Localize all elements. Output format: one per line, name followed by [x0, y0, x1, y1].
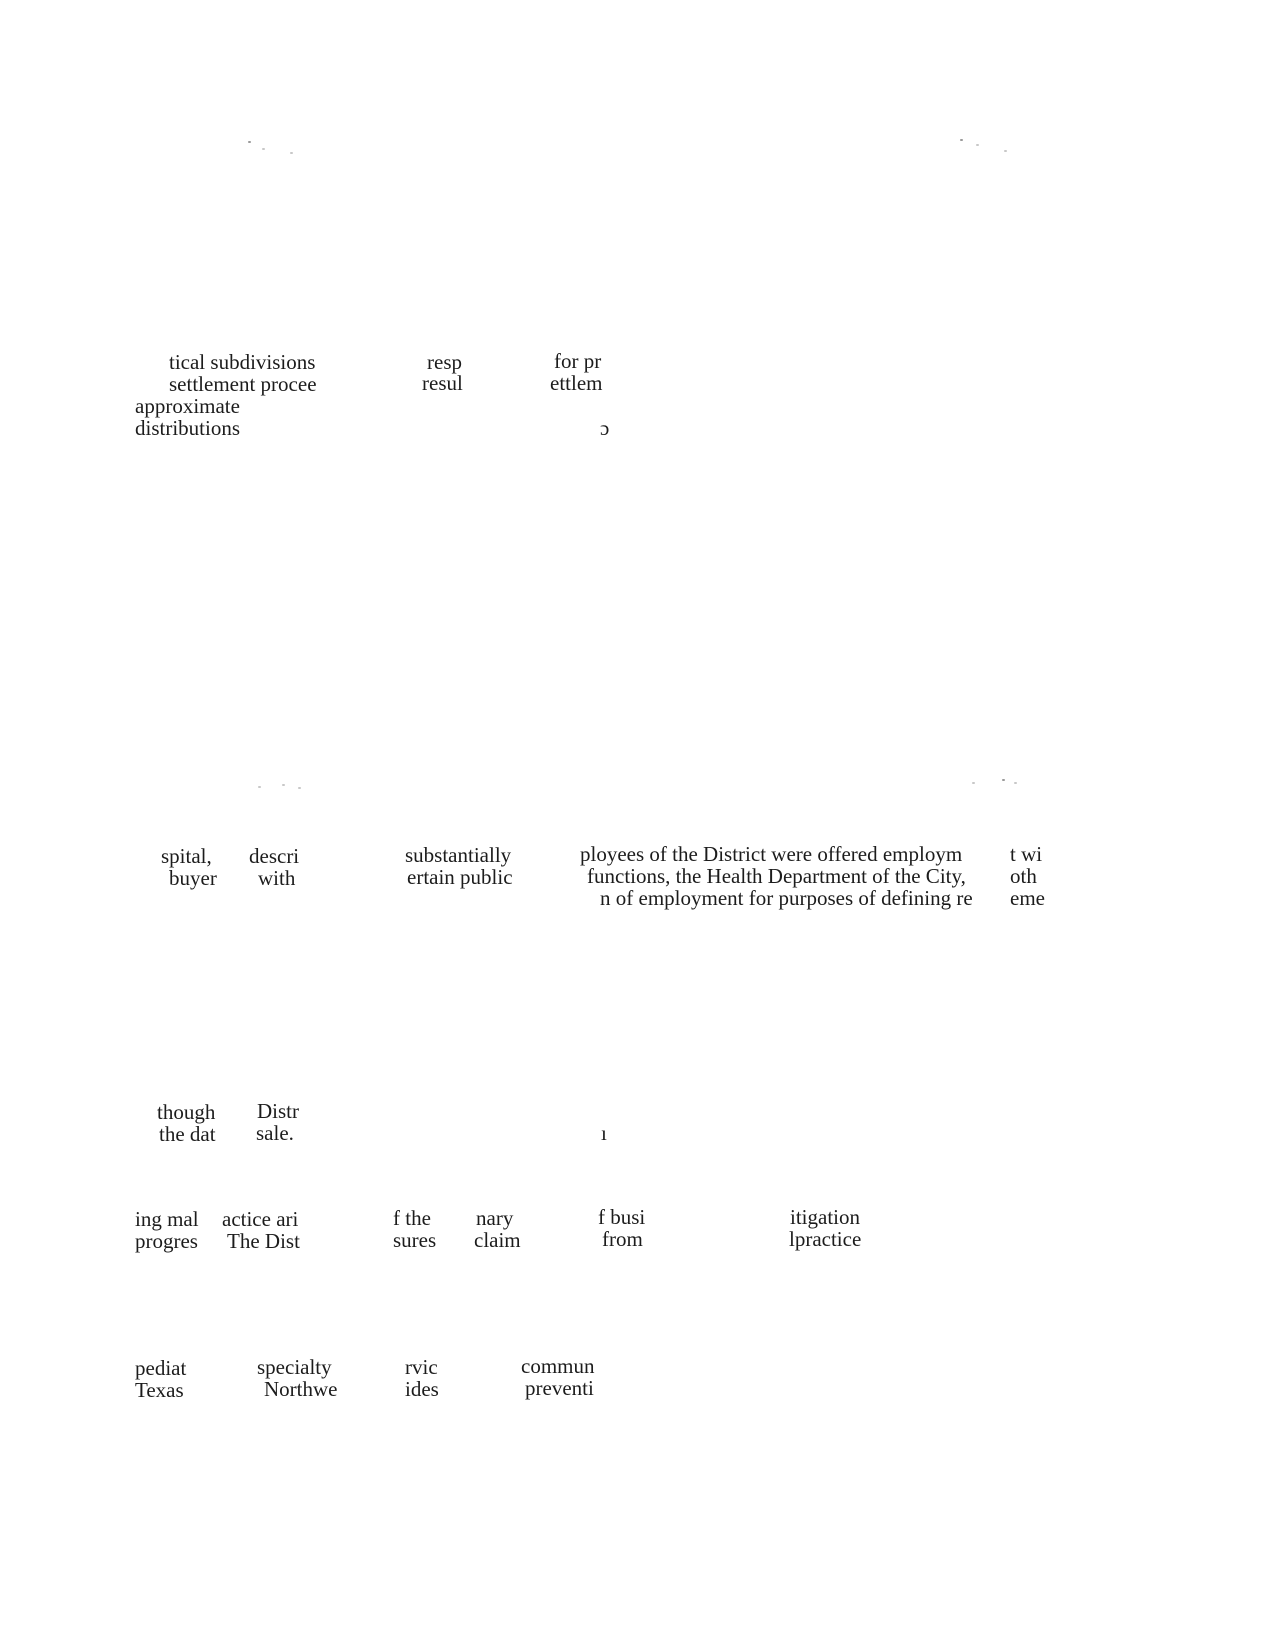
- text-fragment: actice ari: [222, 1207, 299, 1231]
- scan-speck: [1002, 779, 1005, 781]
- text-fragment: resp: [427, 350, 462, 374]
- text-fragment: resul: [422, 371, 463, 395]
- text-fragment: ing mal: [135, 1207, 199, 1231]
- text-fragment: claim: [474, 1228, 521, 1252]
- text-fragment: buyer: [169, 866, 217, 890]
- scan-speck: [976, 144, 979, 146]
- text-fragment: though: [157, 1100, 216, 1124]
- text-fragment: ı: [601, 1121, 607, 1145]
- text-fragment: approximate: [135, 394, 240, 418]
- text-fragment: f the: [393, 1206, 431, 1230]
- text-fragment: with: [258, 866, 296, 890]
- text-fragment: f busi: [598, 1205, 646, 1229]
- text-fragment: ertain public: [407, 865, 513, 889]
- text-fragment: substantially: [405, 843, 512, 867]
- scan-speck: [298, 787, 301, 789]
- text-fragment: lpractice: [789, 1227, 862, 1251]
- scan-speck: [290, 152, 293, 154]
- text-fragment: settlement procee: [169, 372, 317, 396]
- text-fragment: eme: [1010, 886, 1045, 910]
- text-fragment: for pr: [554, 349, 602, 373]
- text-fragment: progres: [135, 1229, 198, 1253]
- text-fragment: commun: [521, 1354, 595, 1378]
- text-fragment: itigation: [790, 1205, 860, 1229]
- scan-speck: [248, 141, 251, 143]
- text-fragment: The Dist: [227, 1229, 300, 1253]
- text-fragment: Northwe: [264, 1377, 338, 1401]
- text-fragment: sale.: [256, 1121, 294, 1145]
- text-fragment: ettlem: [550, 371, 603, 395]
- text-fragment: oth: [1010, 864, 1037, 888]
- scan-speck: [972, 782, 975, 784]
- text-fragment: Distr: [257, 1099, 299, 1123]
- scan-speck: [258, 786, 261, 788]
- text-fragment: spital,: [161, 844, 212, 868]
- scan-speck: [262, 148, 265, 150]
- scan-speck: [1014, 782, 1017, 784]
- text-fragment: rvic: [405, 1355, 438, 1379]
- scan-speck: [960, 139, 963, 141]
- text-fragment: preventi: [525, 1376, 594, 1400]
- text-fragment: from: [602, 1227, 643, 1251]
- text-fragment: the dat: [159, 1122, 216, 1146]
- text-fragment: n of employment for purposes of defining re: [600, 886, 973, 910]
- text-fragment: ides: [405, 1377, 439, 1401]
- text-fragment: t wi: [1010, 842, 1043, 866]
- text-fragment: pediat: [135, 1356, 187, 1380]
- text-fragment: distributions: [135, 416, 241, 440]
- text-fragment: descri: [249, 844, 300, 868]
- text-fragment: sures: [393, 1228, 437, 1252]
- text-fragment: ployees of the District were offered employm: [580, 842, 963, 866]
- text-fragment: specialty: [257, 1355, 332, 1379]
- text-fragment: tical subdivisions: [169, 350, 316, 374]
- text-fragment: Texas: [135, 1378, 184, 1402]
- text-fragment: nary: [476, 1206, 514, 1230]
- scan-speck: [1004, 150, 1007, 152]
- text-fragment: functions, the Health Department of the City,: [587, 864, 966, 888]
- scan-speck: [282, 784, 285, 786]
- text-fragment: ɔ: [600, 416, 610, 440]
